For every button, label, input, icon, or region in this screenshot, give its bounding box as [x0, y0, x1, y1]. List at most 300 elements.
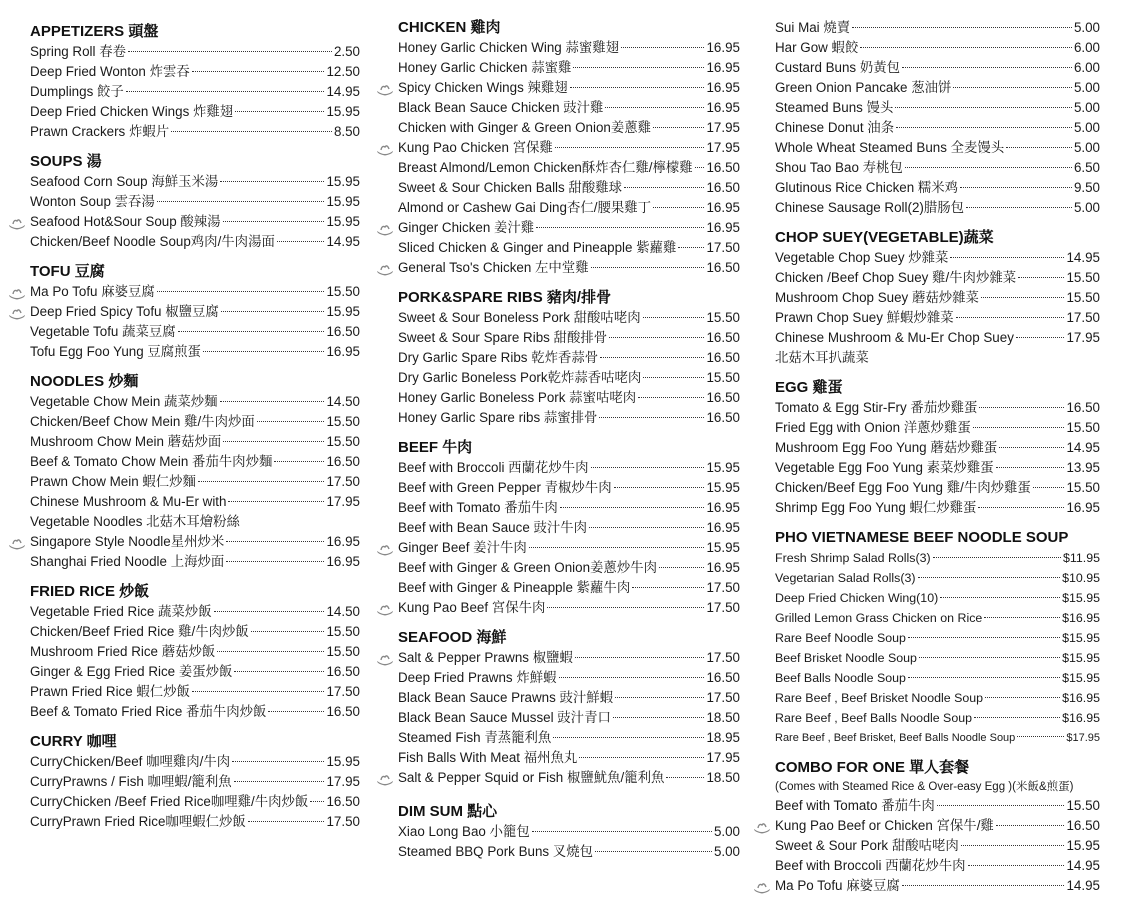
leader-dots [624, 187, 704, 188]
menu-item-name: Fried Egg with Onion 洋蔥炒雞蛋 [775, 420, 971, 435]
section-title: SEAFOOD 海鮮 [398, 629, 507, 646]
menu-item-price: 5.00 [713, 824, 740, 839]
menu-item [398, 822, 740, 842]
leader-dots [632, 587, 704, 588]
menu-item-name: CurryPrawn Fried Rice咖哩蝦仁炒飯 [30, 814, 246, 829]
menu-section [398, 438, 740, 618]
leader-dots [1033, 487, 1065, 488]
menu-item [775, 198, 1100, 218]
menu-item [30, 102, 360, 122]
menu-item [398, 458, 740, 478]
menu-item-price: $16.95 [1062, 711, 1100, 725]
menu-item [398, 198, 740, 218]
menu-item [775, 398, 1100, 418]
leader-dots [966, 207, 1072, 208]
menu-item-price: 15.95 [1066, 838, 1100, 853]
leader-dots [600, 357, 704, 358]
section-title: BEEF 牛肉 [398, 439, 473, 456]
menu-item-name: Beef with Ginger & Pineapple 紫蘿牛肉 [398, 580, 631, 595]
menu-item-price: 17.95 [326, 494, 360, 509]
leader-dots [678, 247, 704, 248]
menu-item-price: 5.00 [1073, 80, 1100, 95]
menu-item-price: 12.50 [326, 64, 360, 79]
menu-item-price: 17.50 [326, 474, 360, 489]
menu-item-price: 16.95 [706, 80, 740, 95]
menu-item [398, 708, 740, 728]
leader-dots [575, 657, 705, 658]
menu-item-name: Shrimp Egg Foo Yung 蝦仁炒雞蛋 [775, 500, 977, 515]
leader-dots [128, 51, 332, 52]
menu-item [398, 38, 740, 58]
menu-item [775, 568, 1100, 588]
menu-item-price: 16.50 [326, 324, 360, 339]
section-title: NOODLES 炒麵 [30, 373, 139, 390]
menu-item-price: 17.95 [706, 120, 740, 135]
leader-dots [974, 717, 1060, 718]
menu-item [775, 608, 1100, 628]
menu-item-price: 16.50 [706, 260, 740, 275]
leader-dots [157, 201, 325, 202]
menu-item-name: Chicken /Beef Chop Suey 雞/牛肉炒雜菜 [775, 270, 1017, 285]
leader-dots [956, 317, 1065, 318]
leader-dots [961, 845, 1065, 846]
section-title: CHOP SUEY(VEGETABLE)蔬菜 [775, 229, 994, 246]
menu-item-name: Singapore Style Noodle星州炒米 [30, 534, 225, 549]
menu-item-price: 8.50 [333, 124, 360, 139]
menu-item [30, 792, 360, 812]
spicy-chili-icon [8, 536, 26, 548]
menu-item-price: 5.00 [1073, 120, 1100, 135]
leader-dots [653, 127, 704, 128]
menu-item-price: 16.50 [706, 350, 740, 365]
menu-item-price: 17.95 [1066, 330, 1100, 345]
menu-item [30, 682, 360, 702]
menu-section [775, 758, 1100, 896]
menu-item-price: 15.95 [326, 214, 360, 229]
menu-item-price: 15.95 [706, 540, 740, 555]
menu-item-name: Prawn Chop Suey 鮮蝦炒雜菜 [775, 310, 954, 325]
leader-dots [918, 577, 1061, 578]
menu-item [775, 796, 1100, 816]
menu-item-name: CurryChicken/Beef 咖哩雞肉/牛肉 [30, 754, 231, 769]
menu-item [775, 178, 1100, 198]
menu-item [398, 218, 740, 238]
menu-item-price: 18.95 [706, 730, 740, 745]
menu-section [775, 378, 1100, 518]
menu-item-price: $15.95 [1062, 591, 1100, 605]
menu-item [775, 588, 1100, 608]
leader-dots [220, 401, 325, 402]
menu-item-name: Dry Garlic Spare Ribs 乾炸香蒜骨 [398, 350, 599, 365]
menu-item-name: Salt & Pepper Prawns 椒鹽蝦 [398, 650, 573, 665]
menu-item [30, 512, 360, 532]
menu-item [775, 118, 1100, 138]
leader-dots [595, 851, 712, 852]
menu-item [30, 302, 360, 322]
leader-dots [960, 187, 1072, 188]
menu-item [775, 58, 1100, 78]
menu-item [398, 648, 740, 668]
menu-item-name: Shou Tao Bao 寿桃包 [775, 160, 903, 175]
menu-item [398, 138, 740, 158]
menu-item [398, 478, 740, 498]
menu-item-price: 16.50 [706, 390, 740, 405]
menu-item [775, 708, 1100, 728]
leader-dots [178, 331, 325, 332]
menu-item [775, 688, 1100, 708]
leader-dots [1016, 337, 1065, 338]
menu-item-price: 5.00 [1073, 20, 1100, 35]
leader-dots [621, 47, 704, 48]
leader-dots [589, 527, 704, 528]
menu-item-name: Honey Garlic Spare ribs 蒜蜜排骨 [398, 410, 598, 425]
menu-item-name: Har Gow 蝦餃 [775, 40, 859, 55]
menu-item-price: $15.95 [1062, 651, 1100, 665]
menu-item-name: Ma Po Tofu 麻婆豆腐 [30, 284, 155, 299]
menu-item-name: Steamed Buns 馒头 [775, 100, 894, 115]
leader-dots [643, 377, 704, 378]
leader-dots [896, 127, 1072, 128]
menu-item [398, 598, 740, 618]
menu-item-price: 16.50 [706, 160, 740, 175]
leader-dots [529, 547, 705, 548]
menu-item-price: 17.95 [706, 140, 740, 155]
menu-item-price: 16.95 [706, 220, 740, 235]
menu-item [30, 622, 360, 642]
leader-dots [999, 447, 1064, 448]
menu-section [398, 802, 740, 862]
menu-item [775, 648, 1100, 668]
menu-item-name: Tofu Egg Foo Yung 豆腐煎蛋 [30, 344, 201, 359]
menu-item-price: 14.95 [326, 234, 360, 249]
menu-item-price: 14.95 [326, 84, 360, 99]
menu-item-price: 16.50 [706, 410, 740, 425]
menu-section [30, 372, 360, 572]
menu-item-price: 5.00 [713, 844, 740, 859]
menu-item [775, 18, 1100, 38]
menu-item-price: 14.95 [1066, 440, 1100, 455]
menu-item-price: 16.95 [326, 534, 360, 549]
menu-item-price: 16.50 [326, 454, 360, 469]
menu-section [775, 528, 1100, 748]
menu-item [775, 308, 1100, 328]
menu-item-name: Rare Beef , Beef Brisket, Beef Balls Noodle Soup [775, 732, 1016, 744]
leader-dots [984, 617, 1060, 618]
leader-dots [1017, 736, 1064, 737]
menu-item-name: Mushroom Egg Foo Yung 蘑菇炒雞蛋 [775, 440, 998, 455]
menu-item [775, 288, 1100, 308]
leader-dots [547, 607, 704, 608]
spicy-chili-icon [376, 652, 394, 664]
leader-dots [228, 501, 324, 502]
leader-dots [908, 637, 1060, 638]
menu-item-name: Shanghai Fried Noodle 上海炒面 [30, 554, 225, 569]
menu-item-price: 16.95 [706, 560, 740, 575]
menu-item-price: 15.95 [326, 754, 360, 769]
menu-item-name: Chicken with Ginger & Green Onion姜蔥雞 [398, 120, 652, 135]
menu-item-name: Beef & Tomato Chow Mein 番茄牛肉炒麵 [30, 454, 273, 469]
menu-item [30, 122, 360, 142]
menu-item-name: Deep Fried Spicy Tofu 椒鹽豆腐 [30, 304, 219, 319]
menu-item [775, 158, 1100, 178]
menu-item [398, 748, 740, 768]
menu-item-name: Seafood Corn Soup 海鮮玉米湯 [30, 174, 219, 189]
menu-item-name: Chinese Sausage Roll(2)腊肠包 [775, 200, 965, 215]
menu-section [398, 628, 740, 788]
menu-item [398, 58, 740, 78]
menu-item-price: 16.95 [326, 554, 360, 569]
menu-item [30, 642, 360, 662]
menu-item-price: 16.50 [706, 670, 740, 685]
menu-item-price: 15.50 [1066, 270, 1100, 285]
menu-item-name: Deep Fried Chicken Wings 炸雞翅 [30, 104, 234, 119]
leader-dots [902, 67, 1072, 68]
menu-item-price: 6.00 [1073, 60, 1100, 75]
menu-item-price: 17.50 [706, 650, 740, 665]
spicy-chili-icon [376, 262, 394, 274]
leader-dots [653, 207, 704, 208]
menu-item-name: Deep Fried Wonton 炸雲吞 [30, 64, 190, 79]
leader-dots [192, 71, 325, 72]
section-title: PHO VIETNAMESE BEEF NOODLE SOUP [775, 529, 1069, 546]
menu-item-name: Fresh Shrimp Salad Rolls(3) [775, 551, 931, 565]
menu-item-name: Dumplings 餃子 [30, 84, 124, 99]
menu-item-price: 15.50 [706, 310, 740, 325]
menu-item [398, 238, 740, 258]
menu-item [398, 518, 740, 538]
menu-item [775, 98, 1100, 118]
menu-item-name: 北菇木耳扒蔬菜 [775, 350, 869, 365]
menu-item-name: Sui Mai 燒賣 [775, 20, 851, 35]
leader-dots [902, 885, 1065, 886]
menu-item [775, 498, 1100, 518]
menu-item-price: 5.00 [1073, 100, 1100, 115]
menu-item [398, 368, 740, 388]
leader-dots [613, 717, 705, 718]
leader-dots [226, 561, 324, 562]
leader-dots [996, 467, 1065, 468]
leader-dots [221, 311, 325, 312]
menu-item-name: Black Bean Sauce Chicken 豉汁雞 [398, 100, 604, 115]
menu-section [775, 18, 1100, 218]
menu-item-name: Grilled Lemon Grass Chicken on Rice [775, 611, 983, 625]
menu-section [398, 288, 740, 428]
menu-item [775, 138, 1100, 158]
menu-item-name: Kung Pao Beef 宮保牛肉 [398, 600, 546, 615]
menu-item-price: 15.50 [706, 370, 740, 385]
menu-item [30, 472, 360, 492]
menu-item-price: 16.50 [326, 664, 360, 679]
leader-dots [852, 27, 1072, 28]
menu-item-price: 14.95 [1066, 250, 1100, 265]
leader-dots [614, 487, 705, 488]
menu-item-price: 16.50 [326, 704, 360, 719]
menu-item [30, 452, 360, 472]
menu-item [30, 322, 360, 342]
menu-section [30, 152, 360, 252]
menu-item-price: $10.95 [1062, 571, 1100, 585]
leader-dots [220, 181, 324, 182]
menu-item [775, 478, 1100, 498]
menu-item-name: Spring Roll 春卷 [30, 44, 126, 59]
menu-item [775, 668, 1100, 688]
menu-item-price: 16.95 [706, 100, 740, 115]
menu-item [30, 812, 360, 832]
menu-item-price: 15.95 [326, 194, 360, 209]
menu-item-price: 16.95 [706, 60, 740, 75]
section-title: TOFU 豆腐 [30, 263, 105, 280]
menu-item [775, 78, 1100, 98]
menu-item [398, 388, 740, 408]
leader-dots [933, 557, 1061, 558]
menu-item [398, 328, 740, 348]
menu-item [398, 768, 740, 788]
leader-dots [996, 825, 1065, 826]
menu-item [30, 532, 360, 552]
menu-item-name: Beef Balls Noodle Soup [775, 671, 906, 685]
menu-item-price: 15.50 [326, 434, 360, 449]
leader-dots [860, 47, 1072, 48]
section-title: SOUPS 湯 [30, 153, 102, 170]
menu-item-price: $16.95 [1062, 611, 1100, 625]
menu-item-name: Custard Buns 奶黃包 [775, 60, 901, 75]
menu-item [775, 268, 1100, 288]
section-title: CURRY 咖哩 [30, 733, 117, 750]
menu-item-name: Kung Pao Beef or Chicken 宮保牛/雞 [775, 818, 994, 833]
menu-item [30, 432, 360, 452]
menu-item-name: Honey Garlic Chicken 蒜蜜雞 [398, 60, 572, 75]
menu-item-price: 17.50 [326, 814, 360, 829]
menu-item-name: Honey Garlic Chicken Wing 蒜蜜雞翅 [398, 40, 620, 55]
leader-dots [919, 657, 1060, 658]
menu-item-price: 16.50 [326, 794, 360, 809]
menu-item-name: Breast Almond/Lemon Chicken酥炸杏仁雞/檸檬雞 [398, 160, 693, 175]
menu-item-name: Steamed BBQ Pork Buns 叉燒包 [398, 844, 593, 859]
leader-dots [157, 291, 325, 292]
section-title: CHICKEN 雞肉 [398, 19, 501, 36]
menu-item-name: Kung Pao Chicken 宮保雞 [398, 140, 553, 155]
leader-dots [553, 737, 704, 738]
leader-dots [1018, 277, 1064, 278]
menu-item [30, 232, 360, 252]
menu-item-name: Spicy Chicken Wings 辣雞翅 [398, 80, 568, 95]
menu-item-price: 16.95 [706, 200, 740, 215]
menu-item-name: Xiao Long Bao 小籠包 [398, 824, 530, 839]
leader-dots [666, 777, 704, 778]
menu-item-price: 2.50 [333, 44, 360, 59]
spicy-chili-icon [376, 142, 394, 154]
menu-item-name: Ginger Beef 姜汁牛肉 [398, 540, 527, 555]
menu-item-name: Mushroom Chop Suey 蘑菇炒雜菜 [775, 290, 979, 305]
menu-item-name: Prawn Fried Rice 蝦仁炒飯 [30, 684, 190, 699]
leader-dots [659, 567, 704, 568]
menu-item-price: 16.95 [326, 344, 360, 359]
leader-dots [235, 111, 324, 112]
menu-section [30, 732, 360, 832]
menu-item-price: 15.50 [326, 284, 360, 299]
menu-section [30, 262, 360, 362]
menu-item-name: Prawn Chow Mein 蝦仁炒麵 [30, 474, 196, 489]
menu-item [30, 192, 360, 212]
menu-item-price: 16.50 [1066, 818, 1100, 833]
menu-item-name: Deep Fried Chicken Wing(10) [775, 591, 939, 605]
leader-dots [171, 131, 332, 132]
menu-item-price: 15.95 [326, 304, 360, 319]
menu-item-price: 15.50 [326, 644, 360, 659]
leader-dots [248, 821, 325, 822]
spicy-chili-icon [8, 286, 26, 298]
menu-item [775, 816, 1100, 836]
menu-item-name: Black Bean Sauce Mussel 豉汁青口 [398, 710, 611, 725]
menu-item-name: Fish Balls With Meat 福州魚丸 [398, 750, 578, 765]
leader-dots [555, 147, 705, 148]
menu-item [398, 578, 740, 598]
menu-item [775, 418, 1100, 438]
menu-item-name: Wonton Soup 雲吞湯 [30, 194, 155, 209]
leader-dots [591, 267, 705, 268]
leader-dots [979, 407, 1064, 408]
menu-item-name: Sweet & Sour Pork 甜酸咕咾肉 [775, 838, 959, 853]
leader-dots [126, 91, 325, 92]
menu-item-name: Chicken/Beef Fried Rice 雞/牛肉炒飯 [30, 624, 249, 639]
menu-item-price: 16.95 [706, 40, 740, 55]
menu-item-price: 13.95 [1066, 460, 1100, 475]
menu-item-price: 15.95 [706, 460, 740, 475]
menu-item-name: Ginger & Egg Fried Rice 姜蛋炒飯 [30, 664, 233, 679]
spicy-chili-icon [8, 216, 26, 228]
menu-item-price: 17.50 [706, 600, 740, 615]
leader-dots [695, 167, 705, 168]
menu-section [30, 22, 360, 142]
menu-item-price: 5.00 [1073, 200, 1100, 215]
menu-item [30, 772, 360, 792]
menu-item [398, 498, 740, 518]
menu-item [398, 98, 740, 118]
menu-item-price: 17.50 [706, 690, 740, 705]
leader-dots [573, 67, 704, 68]
menu-item [775, 248, 1100, 268]
menu-item-name: CurryPrawns / Fish 咖哩蝦/籠利魚 [30, 774, 232, 789]
menu-item [30, 492, 360, 512]
menu-item-price: 14.95 [1066, 878, 1100, 893]
menu-item [398, 78, 740, 98]
leader-dots [251, 631, 325, 632]
menu-item-price: 17.50 [1066, 310, 1100, 325]
menu-item [775, 628, 1100, 648]
leader-dots [605, 107, 704, 108]
menu-item [775, 438, 1100, 458]
leader-dots [981, 297, 1065, 298]
menu-item [775, 876, 1100, 896]
menu-item-name: Sweet & Sour Boneless Pork 甜酸咕咾肉 [398, 310, 641, 325]
leader-dots [192, 691, 325, 692]
menu-item-price: 18.50 [706, 770, 740, 785]
section-title: FRIED RICE 炒飯 [30, 583, 150, 600]
leader-dots [591, 467, 705, 468]
menu-item-price: 17.50 [706, 240, 740, 255]
leader-dots [310, 801, 324, 802]
menu-item-name: Dry Garlic Boneless Pork乾炸蒜香咕咾肉 [398, 370, 642, 385]
menu-item [30, 42, 360, 62]
spicy-chili-icon [753, 820, 771, 832]
section-title: APPETIZERS 頭盤 [30, 23, 159, 40]
menu-item-name: CurryChicken /Beef Fried Rice咖哩雞/牛肉炒飯 [30, 794, 309, 809]
spicy-chili-icon [376, 602, 394, 614]
leader-dots [609, 337, 704, 338]
leader-dots [223, 221, 325, 222]
leader-dots [570, 87, 705, 88]
leader-dots [895, 107, 1072, 108]
